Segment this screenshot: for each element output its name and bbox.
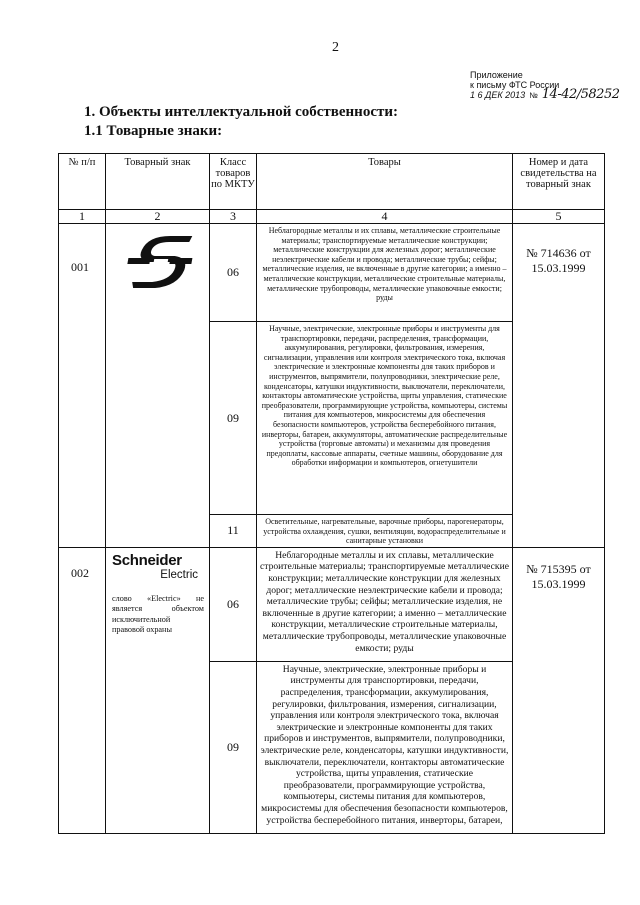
header-class: Класс товаров по МКТУ xyxy=(210,154,257,210)
table-row xyxy=(59,547,605,661)
trademarks-table xyxy=(58,153,605,834)
goods-description: Осветительные, нагревательные, варочные приборы, парогенераторы, устройства охлаждения, сушки, вентиляции, водораспределительные и санитарные установки xyxy=(257,515,513,548)
class-code: 06 xyxy=(210,547,257,661)
goods-description: Неблагородные металлы и их сплавы, металлические строительные материалы; транспортируемые металлические конструкции; металлические конструкции для железных дорог; металлические неэлектрические кабели и провода; металлические трубы; сейфы; металлические изделия, не включенные в другие категории; а именно – металлические конструкции, металлические строительные материалы, металлические трубопроводы, металлические упаковочные емкости; руды xyxy=(257,224,513,322)
registration-number: № 714636 от xyxy=(526,246,591,260)
header-registration: Номер и дата свидетельства на товарный знак xyxy=(513,154,605,210)
trademark-cell xyxy=(106,547,210,833)
class-code: 06 xyxy=(210,224,257,322)
annex-line-2: к письму ФТС России xyxy=(470,80,560,90)
subsection-heading: 1.1 Товарные знаки: xyxy=(84,123,223,139)
class-code: 09 xyxy=(210,661,257,833)
header-goods: Товары xyxy=(257,154,513,210)
trademark-subtitle: Electric xyxy=(160,568,198,581)
registration-date: 15.03.1999 xyxy=(531,576,586,591)
annex-line-1: Приложение xyxy=(470,70,523,80)
registration-cell xyxy=(513,224,605,548)
annex-line-3 xyxy=(470,87,620,102)
table-index-row xyxy=(59,210,605,224)
annex-number: 14-42/58252 xyxy=(541,87,620,102)
registration-number: № 715395 от xyxy=(526,561,591,576)
trademark-name: Schneider xyxy=(112,551,182,569)
class-code: 09 xyxy=(210,322,257,515)
class-code: 11 xyxy=(210,515,257,548)
goods-description: Неблагородные металлы и их сплавы, металлические строительные материалы; транспортируемые металлические конструкции; металлические конструкции для железных дорог; металлические неэлектрические кабели и провода; металлические трубы; сейфы; металлические изделия, не включенные в другие категории; а именно – металлические конструкции, металлические строительные материалы, металлические трубопроводы, металлические упаковочные емкости; руды xyxy=(257,547,513,661)
trademark-note: слово «Electric» не является объектом исключительной правовой охраны xyxy=(112,593,204,635)
header-mark: Товарный знак xyxy=(106,154,210,210)
section-heading: 1. Объекты интеллектуальной собственности: xyxy=(84,104,398,120)
page-number: 2 xyxy=(332,40,339,55)
annex-date: 1 6 ДЕК 2013 xyxy=(470,90,526,100)
table-header-row xyxy=(59,154,605,210)
entry-number: 001 xyxy=(59,224,106,548)
index-cell: 4 xyxy=(257,210,513,224)
index-cell: 1 xyxy=(59,210,106,224)
goods-description: Научные, электрические, электронные приборы и инструменты для транспортировки, передачи, распределения, трансформации, аккумулирования, регулировки, фильтрования, измерения, сигнализации, управления или контроля электрического тока, включая электрические и электронные компоненты для таких приборов и инструментов, выпрямители, полупроводники, электрические реле, конденсаторы, катушки индуктивности, выключатели, переключатели, контакторы автоматические устройства, щиты управления, статические преобразователи, программирующие устройства, компьютеры, системы питания для компьютеров, микросистемы для обеспечения безопасности компьютеров, устройства бесперебойного питания, инверторы, батареи, аккумуляторы, автоматические распределительные устройства (торговые автоматы) и механизмы для проведения предоплаты, кассовые аппараты, счетные машины, оборудование для обработки информации и компьютеров, огнетушители xyxy=(257,322,513,515)
entry-number: 002 xyxy=(59,547,106,833)
index-cell: 5 xyxy=(513,210,605,224)
schneider-stylized-s-logo-icon xyxy=(123,232,193,290)
trademark-cell xyxy=(106,224,210,548)
registration-date: 15.03.1999 xyxy=(531,261,586,275)
table-row xyxy=(59,224,605,322)
index-cell: 3 xyxy=(210,210,257,224)
header-no: № п/п xyxy=(59,154,106,210)
index-cell: 2 xyxy=(106,210,210,224)
annex-stamp xyxy=(470,70,620,101)
registration-cell xyxy=(513,547,605,833)
goods-description: Научные, электрические, электронные приборы и инструменты для транспортировки, передачи, распределения, трансформации, аккумулирования, регулировки, фильтрования, измерения, сигнализации, управления или контроля электрического тока, включая электрические и электронные компоненты для таких приборов и инструментов, выпрямители, полупроводники, электрические реле, конденсаторы, катушки индуктивности, выключатели, переключатели, контакторы автоматические устройства, щиты управления, статические преобразователи, программирующие устройства, компьютеры, системы питания для компьютеров, микросистемы для обеспечения безопасности компьютеров, устройства бесперебойного питания, инверторы, батареи, xyxy=(257,661,513,833)
annex-no-label: № xyxy=(529,91,538,100)
